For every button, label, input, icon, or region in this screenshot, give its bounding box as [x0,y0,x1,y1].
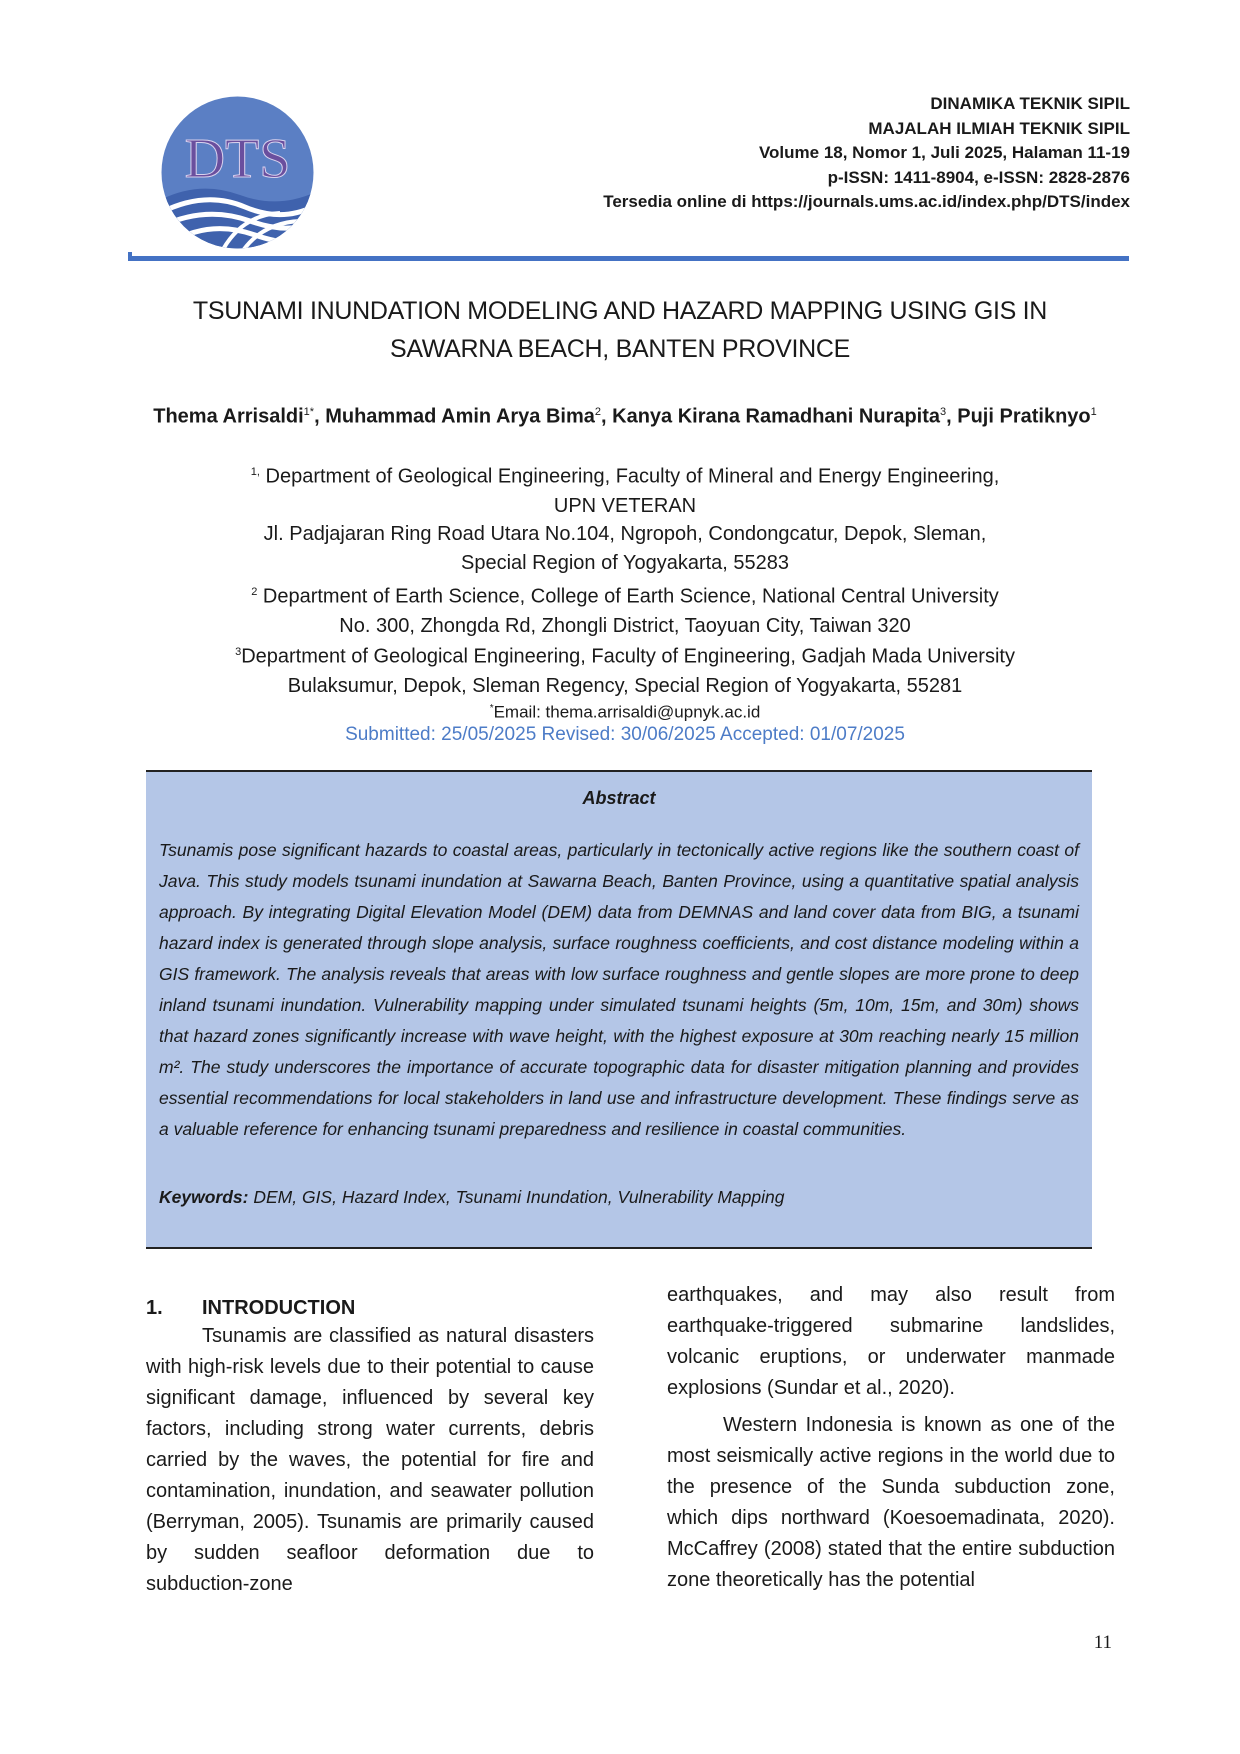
title-line-1: TSUNAMI INUNDATION MODELING AND HAZARD MAPPING USING GIS IN [192,297,1048,325]
author-sup: 3 [940,406,947,418]
affiliation-3 [150,638,1100,701]
affiliation-sup: 1, [250,466,260,478]
email-text[interactable]: Email: thema.arrisaldi@upnyk.ac.id [493,702,761,722]
journal-logo [160,95,315,250]
section-title: INTRODUCTION [202,1297,356,1319]
affiliation-1 [150,458,1100,521]
volume-info: Volume 18, Nomor 1, Juli 2025, Halaman 11-19 [758,143,1130,162]
author-name: Thema Arrisaldi [153,405,304,428]
author-list: Thema Arrisaldi$^{1*}$, Muhammad Amin Arya Bima$^2$, Kanya Kirana Ramadhani Nurapita$^3$, Puji Pratiknyo$^1$ [153,405,1097,428]
affiliation-1-address [150,520,1100,578]
title-line-2: SAWARNA BEACH, BANTEN PROVINCE [389,335,851,363]
abstract-heading: Abstract [582,788,656,808]
keywords-label: Keywords: [159,1187,249,1207]
corresponding-email [150,698,1100,724]
author-name: Puji Pratiknyo [957,405,1091,428]
journal-subtitle: MAJALAH ILMIAH TEKNIK SIPIL [868,118,1130,138]
affiliation-line: Bulaksumur, Depok, Sleman Regency, Special Region of Yogyakarta, 55281 [287,674,963,697]
right-column [667,1280,1115,1596]
journal-info [430,92,1130,215]
affiliation-2 [150,578,1100,641]
affiliation-line: No. 300, Zhongda Rd, Zhongli District, Taoyuan City, Taiwan 320 [339,614,911,637]
logo-text: DTS [184,128,291,190]
keywords [159,1184,1079,1210]
abstract-text: Tsunamis pose significant hazards to coastal areas, particularly in tectonically active regions like the southern coast of Java. This study models tsunami inundation at Sawarna Beach, Banten Province, using a quantitative spatial analysis approach. By integrating Digital Elevation Model (DEM) data from DEMNAS and land cover data from BIG, a tsunami hazard index is generated through slope analysis, surface roughness coefficients, and cost distance modeling within a GIS framework. The analysis reveals that areas with low surface roughness and gentle slopes are more prone to deep inland tsunami inundation. Vulnerability mapping under simulated tsunami heights (5m, 10m, 15m, and 30m) shows that hazard zones significantly increase with wave height, with the highest exposure at 30m reaching nearly 15 million m². The study underscores the importance of accurate topographic data for disaster mitigation planning and provides essential recommendations for local stakeholders in land use and infrastructure development. These findings serve as a valuable reference for enhancing tsunami preparedness and resilience in coastal communities. [159,840,1079,1139]
left-column [146,1295,594,1600]
affiliation-sup: 3 [235,646,242,658]
author-name: Muhammad Amin Arya Bima [325,405,595,428]
affiliation-line: Department of Geological Engineering, Faculty of Engineering, Gadjah Mada University [241,645,1015,668]
header-divider [128,256,1129,261]
affiliation-line: Department of Earth Science, College of Earth Science, National Central University [262,585,999,608]
author-name: Kanya Kirana Ramadhani Nurapita [612,405,940,428]
online-link[interactable]: Tersedia online di https://journals.ums.ac.id/index.php/DTS/index [603,192,1130,211]
author-sup: 1 [1090,406,1097,418]
author-sup: 2 [594,406,601,418]
affiliation-line: Jl. Padjajaran Ring Road Utara No.104, Ngropoh, Condongcatur, Depok, Sleman, [263,523,987,545]
affiliation-line: Department of Geological Engineering, Faculty of Mineral and Energy Engineering, [265,465,1000,488]
author-sup: 1* [303,406,315,418]
affiliation-line: Special Region of Yogyakarta, 55283 [460,552,790,574]
affiliation-line: UPN VETERAN [553,494,697,517]
paper-title [140,292,1100,368]
affiliation-sup: 2 [251,586,258,598]
body-paragraph: earthquakes, and may also result from earthquake-triggered submarine landslides, volcanic eruptions, or underwater manmade explosions (Sundar et al., 2020). [667,1284,1115,1399]
keywords-list: DEM, GIS, Hazard Index, Tsunami Inundation, Vulnerability Mapping [253,1187,785,1207]
issn-info: p-ISSN: 1411-8904, e-ISSN: 2828-2876 [827,167,1130,187]
body-paragraph: Tsunamis are classified as natural disasters with high-risk levels due to their potential to cause significant damage, influenced by several key factors, including strong water currents, debris carried by the waves, the potential for fire and contamination, inundation, and seawater pollution (Berryman, 2005). Tsunamis are primarily caused by sudden seafloor deformation due to subduction-zone [146,1325,594,1595]
abstract-box [146,770,1092,1249]
section-heading [146,1295,594,1321]
section-number: 1. [146,1297,163,1319]
journal-name: DINAMIKA TEKNIK SIPIL [930,94,1130,113]
submission-dates: Submitted: 25/05/2025 Revised: 30/06/2025 Accepted: 01/07/2025 [345,724,905,745]
email-sup: * [489,703,494,714]
page-number: 11 [1093,1632,1112,1653]
body-paragraph: Western Indonesia is known as one of the most seismically active regions in the world due to the presence of the Sunda subduction zone, which dips northward (Koesoemadinata, 2020). McCaffrey (2008) stated that the entire subduction zone theoretically has the potential [667,1414,1115,1591]
